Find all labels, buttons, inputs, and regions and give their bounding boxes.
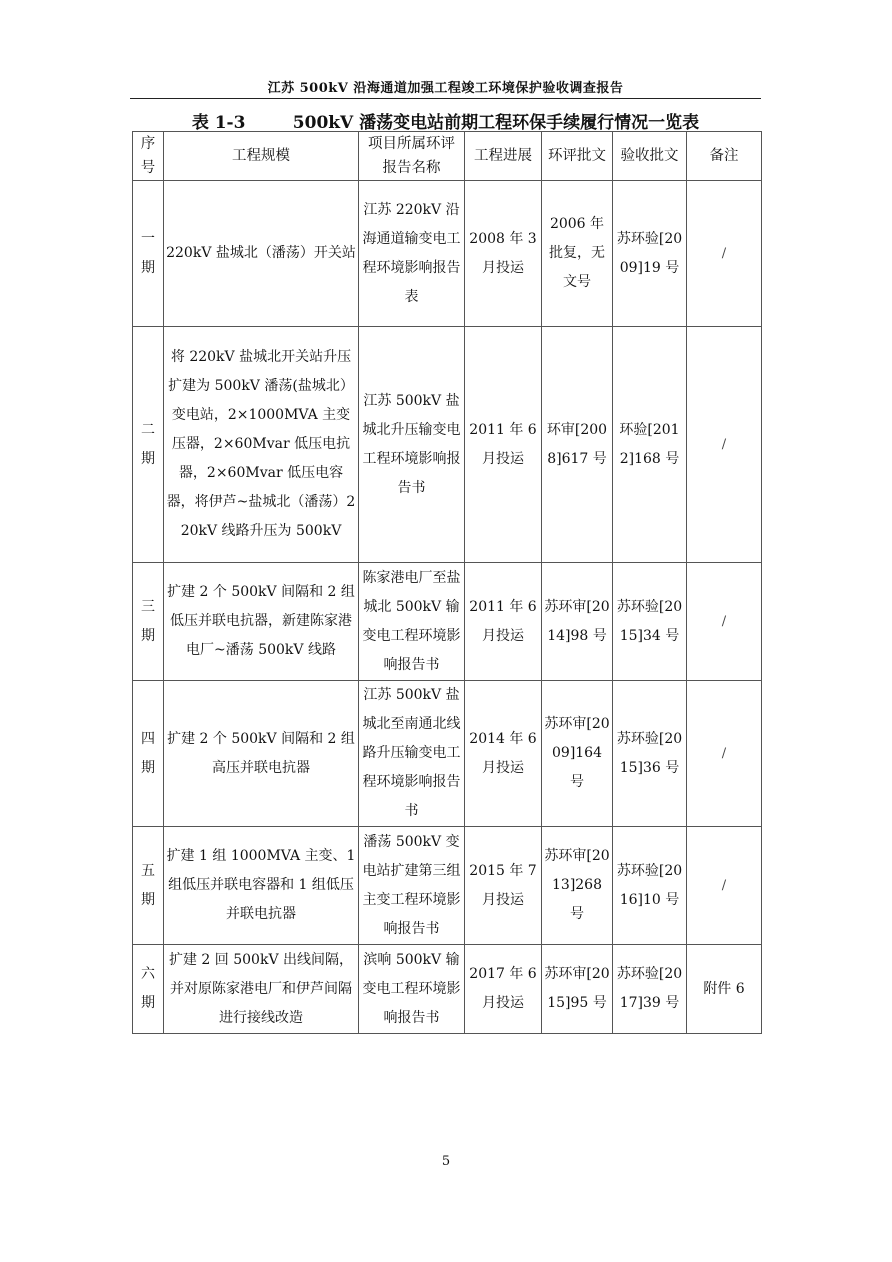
cell-seq: 五期 xyxy=(133,827,164,945)
cell-report: 潘荡 500kV 变电站扩建第三组主变工程环境影响报告书 xyxy=(359,827,465,945)
cell-seq: 六期 xyxy=(133,945,164,1034)
page-number: 5 xyxy=(441,1154,451,1169)
cell-acceptance: 苏环验[2009]19 号 xyxy=(613,181,687,327)
header-seq: 序号 xyxy=(133,132,164,181)
cell-progress: 2008 年 3 月投运 xyxy=(465,181,542,327)
cell-report: 江苏 500kV 盐城北升压输变电工程环境影响报告书 xyxy=(359,327,465,563)
table-row xyxy=(133,563,762,681)
cell-acceptance: 苏环验[2015]36 号 xyxy=(613,681,687,827)
cell-eia: 2006 年批复，无文号 xyxy=(542,181,613,327)
header-rule xyxy=(130,98,761,99)
cell-seq: 四期 xyxy=(133,681,164,827)
cell-progress: 2015 年 7 月投运 xyxy=(465,827,542,945)
cell-eia: 环审[2008]617 号 xyxy=(542,327,613,563)
cell-scale: 扩建 2 个 500kV 间隔和 2 组高压并联电抗器 xyxy=(164,681,359,827)
cell-eia: 苏环审[2014]98 号 xyxy=(542,563,613,681)
cell-scale: 扩建 2 回 500kV 出线间隔，并对原陈家港电厂和伊芦间隔进行接线改造 xyxy=(164,945,359,1034)
cell-report: 滨响 500kV 输变电工程环境影响报告书 xyxy=(359,945,465,1034)
cell-acceptance: 苏环验[2015]34 号 xyxy=(613,563,687,681)
cell-note: / xyxy=(687,327,762,563)
report-header: 江苏 500kV 沿海通道加强工程竣工环境保护验收调查报告 xyxy=(267,81,624,96)
cell-progress: 2011 年 6 月投运 xyxy=(465,563,542,681)
cell-scale: 扩建 1 组 1000MVA 主变、1 组低压并联电容器和 1 组低压并联电抗器 xyxy=(164,827,359,945)
cell-progress: 2011 年 6 月投运 xyxy=(465,327,542,563)
cell-progress: 2017 年 6 月投运 xyxy=(465,945,542,1034)
table-row xyxy=(133,181,762,327)
header-note: 备注 xyxy=(687,132,762,181)
cell-eia: 苏环审[2015]95 号 xyxy=(542,945,613,1034)
cell-report: 江苏 220kV 沿海通道输变电工程环境影响报告表 xyxy=(359,181,465,327)
cell-progress: 2014 年 6 月投运 xyxy=(465,681,542,827)
cell-report: 江苏 500kV 盐城北至南通北线路升压输变电工程环境影响报告书 xyxy=(359,681,465,827)
table-row xyxy=(133,827,762,945)
cell-report: 陈家港电厂至盐城北 500kV 输变电工程环境影响报告书 xyxy=(359,563,465,681)
table-header-row xyxy=(133,132,762,181)
header-progress: 工程进展 xyxy=(465,132,542,181)
cell-seq: 二期 xyxy=(133,327,164,563)
cell-scale: 将 220kV 盐城北开关站升压扩建为 500kV 潘荡(盐城北）变电站，2×1000MVA 主变压器，2×60Mvar 低压电抗器，2×60Mvar 低压电容器，将伊芦~盐城北（潘荡）220kV 线路升压为 500kV xyxy=(164,327,359,563)
cell-seq: 一期 xyxy=(133,181,164,327)
cell-note: / xyxy=(687,563,762,681)
cell-scale: 220kV 盐城北（潘荡）开关站 xyxy=(164,181,359,327)
table-row xyxy=(133,681,762,827)
header-acceptance: 验收批文 xyxy=(613,132,687,181)
cell-note: 附件 6 xyxy=(687,945,762,1034)
cell-seq: 三期 xyxy=(133,563,164,681)
cell-note: / xyxy=(687,181,762,327)
cell-acceptance: 环验[2012]168 号 xyxy=(613,327,687,563)
cell-acceptance: 苏环验[2017]39 号 xyxy=(613,945,687,1034)
cell-scale: 扩建 2 个 500kV 间隔和 2 组低压并联电抗器，新建陈家港电厂~潘荡 500kV 线路 xyxy=(164,563,359,681)
table-row xyxy=(133,945,762,1034)
procedures-table xyxy=(132,131,762,1034)
cell-eia: 苏环审[2013]268 号 xyxy=(542,827,613,945)
cell-acceptance: 苏环验[2016]10 号 xyxy=(613,827,687,945)
cell-note: / xyxy=(687,827,762,945)
header-scale: 工程规模 xyxy=(164,132,359,181)
cell-note: / xyxy=(687,681,762,827)
table-caption: 表 1-3 500kV 潘荡变电站前期工程环保手续履行情况一览表 xyxy=(191,113,700,133)
cell-eia: 苏环审[2009]164 号 xyxy=(542,681,613,827)
header-eia: 环评批文 xyxy=(542,132,613,181)
header-report: 项目所属环评报告名称 xyxy=(359,132,465,181)
table-row xyxy=(133,327,762,563)
